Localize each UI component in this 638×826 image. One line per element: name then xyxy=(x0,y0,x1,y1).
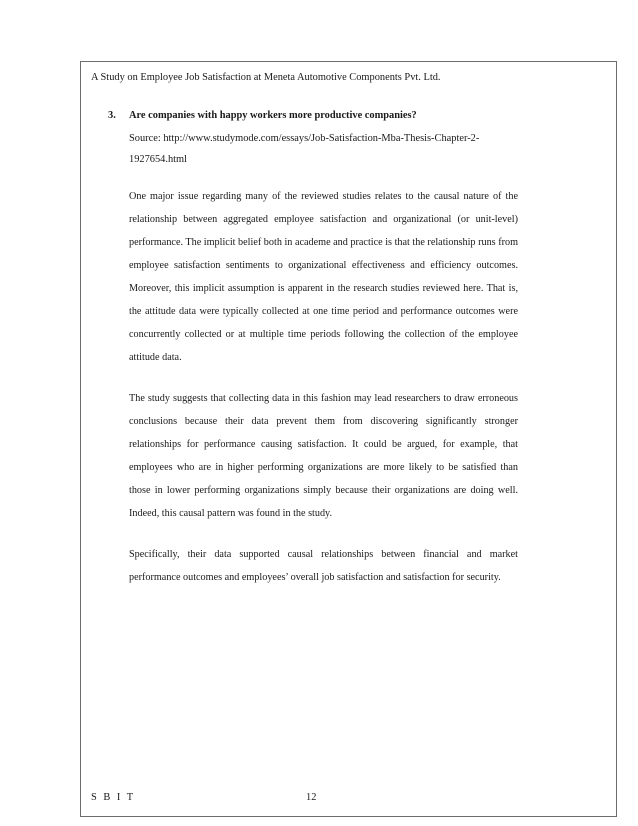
paragraph-1: One major issue regarding many of the reviewed studies relates to the causal nature of the relationship between aggregated employee satisfaction and organizational (or unit-level) performance. The implicit belief both in academe and practice is that the relationship runs from employee satisfaction sentiments to organizational effectiveness and efficiency outcomes. Moreover, this implicit assumption is apparent in the research studies reviewed here. That is, the attitude data were typically collected at one time period and performance outcomes were concurrently collected or at multiple time periods following the collection of the employee attitude data. xyxy=(129,191,518,363)
section-heading-text: Are companies with happy workers more productive companies? xyxy=(129,110,417,121)
paragraph-3: Specifically, their data supported causal relationships between financial and market performance outcomes and employees’ overall job satisfaction and satisfaction for security. xyxy=(129,549,518,583)
section-3 xyxy=(108,109,518,599)
page-number: 12 xyxy=(306,792,317,803)
source-citation: Source: http://www.studymode.com/essays/Job-Satisfaction-Mba-Thesis-Chapter-2-1927654.html xyxy=(129,133,480,165)
section-heading xyxy=(108,109,518,123)
running-header: A Study on Employee Job Satisfaction at Meneta Automotive Components Pvt. Ltd. xyxy=(91,72,441,83)
section-number: 3. xyxy=(108,110,116,121)
paragraph-2: The study suggests that collecting data in this fashion may lead researchers to draw erroneous conclusions because their data prevent them from discovering significantly stronger relationships for performance causing satisfaction. It could be argued, for example, that employees who are in higher performing organizations are more likely to be satisfied than those in lower performing organizations simply because their organizations are doing well. Indeed, this causal pattern was found in the study. xyxy=(129,393,518,519)
footer-institution: S B I T xyxy=(91,792,136,803)
